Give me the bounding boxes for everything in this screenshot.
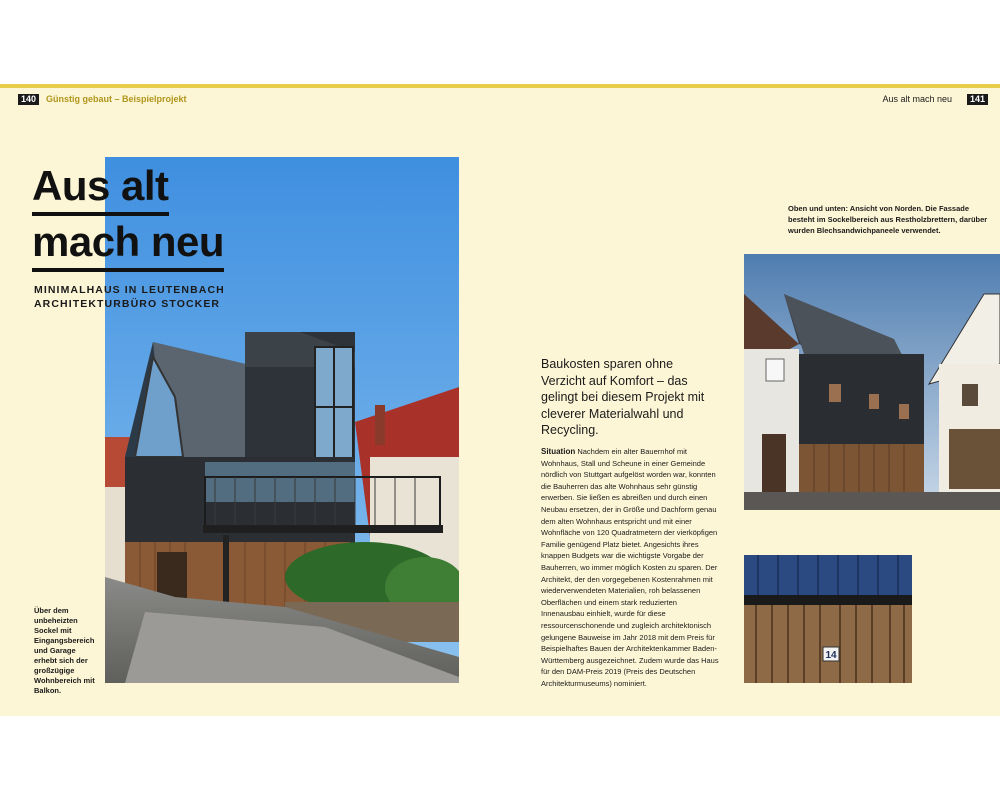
article-subtitle xyxy=(34,283,225,311)
left-page-number: 140 xyxy=(18,94,39,105)
left-photo-caption: Über dem unbeheizten Sockel mit Eingangsbereich und Garage erhebt sich der großzügige Wohnbereich mit Balkon. xyxy=(34,606,95,695)
right-running-title: Aus alt mach neu xyxy=(882,94,952,104)
run-in-heading: Situation xyxy=(541,447,576,456)
lead-paragraph: Baukosten sparen ohne Verzicht auf Komfort – das gelingt bei diesem Projekt mit cleverer Materialwahl und Recycling. xyxy=(541,357,705,437)
subtitle-line-2: ARCHITEKTURBÜRO STOCKER xyxy=(34,298,221,310)
facade-detail-illustration xyxy=(744,555,912,683)
left-running-title: Günstig gebaut – Beispielprojekt xyxy=(46,94,187,104)
north-view-photo xyxy=(744,254,1000,510)
right-page-number: 141 xyxy=(967,94,988,105)
subtitle-line-1: MINIMALHAUS IN LEUTENBACH xyxy=(34,284,225,296)
house-number: 14 xyxy=(825,650,837,661)
title-line-1: Aus alt xyxy=(32,160,169,216)
article-title xyxy=(32,160,224,272)
body-text xyxy=(541,446,719,689)
north-view-illustration xyxy=(744,254,1000,510)
facade-detail-photo xyxy=(744,555,912,683)
title-line-2: mach neu xyxy=(32,216,224,272)
accent-band xyxy=(0,84,1000,88)
right-photo-caption: Oben und unten: Ansicht von Norden. Die Fassade besteht im Sockelbereich aus Restholzbrettern, darüber wurden Blechsandwichpaneele verwendet. xyxy=(788,204,988,235)
body-paragraph: Nachdem ein alter Bauernhof mit Wohnhaus, Stall und Scheune in einer Gemeinde nördlich von Stuttgart aufgelöst worden war, konnten die Bauherren das alte Wohnhaus sehr günstig erwerben. Sie ließen es abreißen und durch einen Neubau ersetzen, der in Größe und Dachform genau dem alten Wohnhaus entspricht und mit einer Wohnfläche von 120 Quadratmetern der vierköpfigen Familie genügend Platz bietet. Angesichts ihres knappen Budgets war die wichtigste Vorgabe der Bauherren, wo immer möglich Kosten zu sparen. Der Architekt, der den vorgegebenen Kostenrahmen mit wiederverwendeten Materialien, roh belassenen Oberflächen und einem stark reduzierten Innenausbau einhielt, wurde für diese ressourcenschonende und zugleich architektonisch gelungene Bauweise im Jahr 2018 mit dem Preis für Beispielhaftes Bauen der Architektenkammer Baden-Württemberg ausgezeichnet. Zudem wurde das Haus für den DAM-Preis 2019 (Preis des Deutschen Architekturmuseums) nominiert. xyxy=(541,447,719,688)
